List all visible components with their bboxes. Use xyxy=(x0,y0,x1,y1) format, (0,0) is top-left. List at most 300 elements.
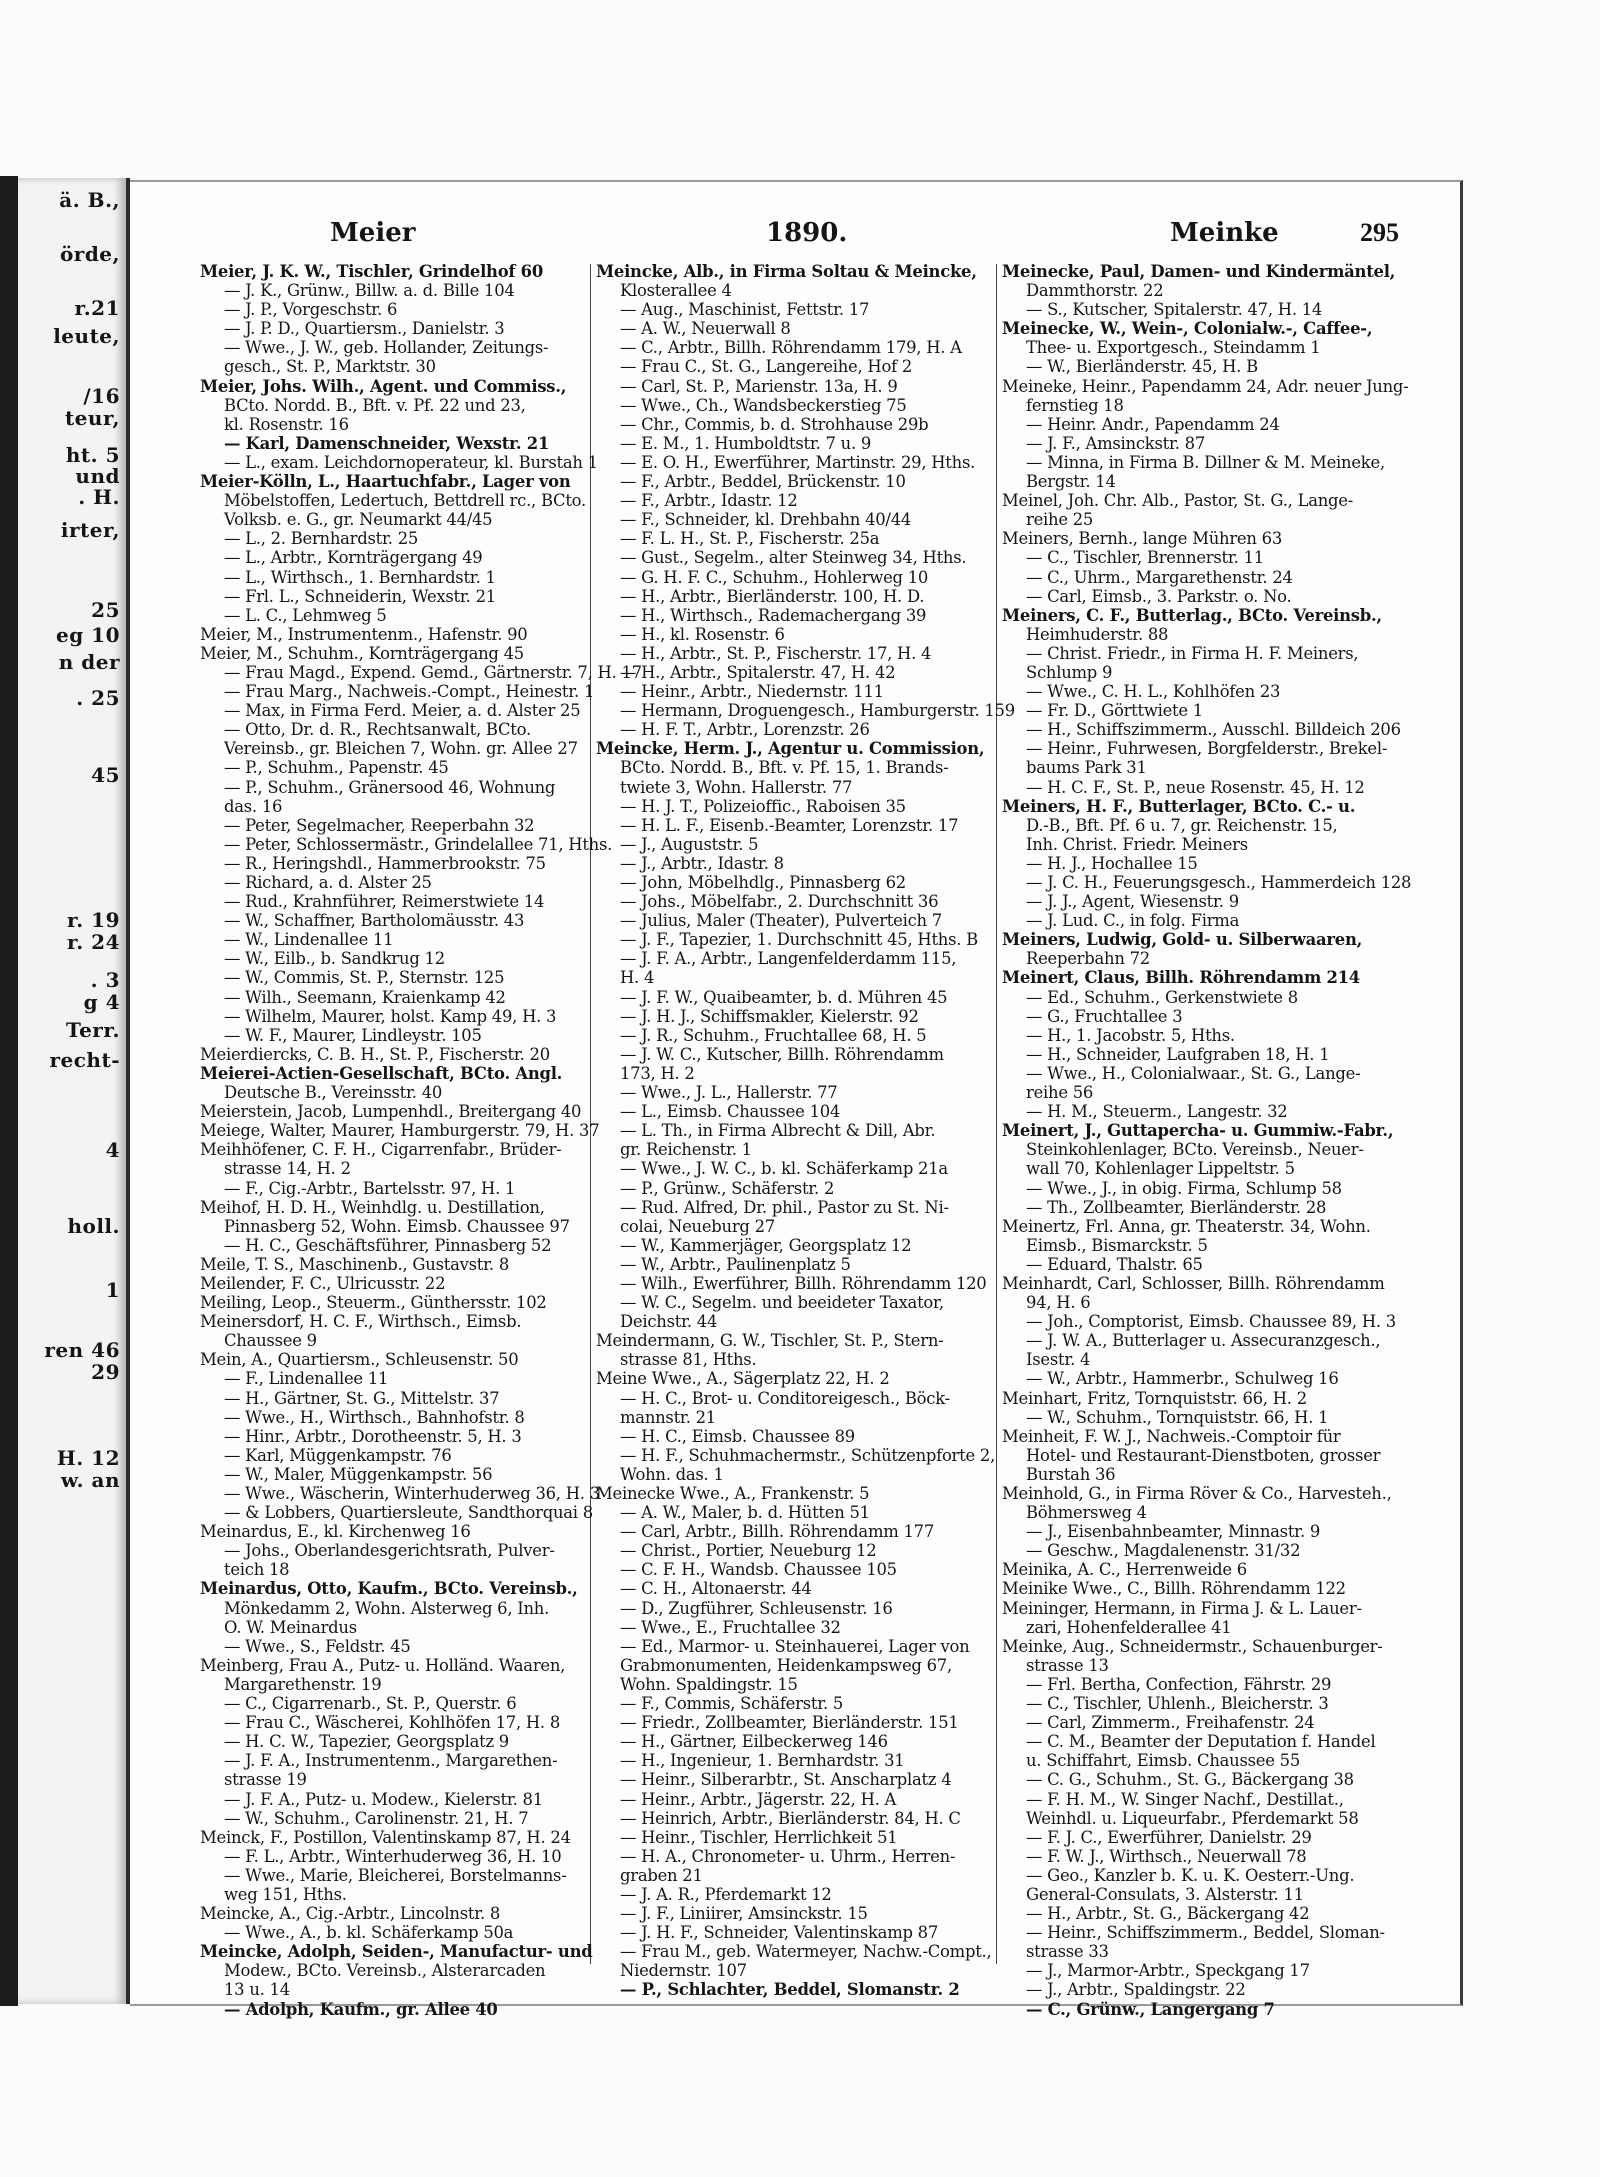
directory-entry: Eimsb., Bismarckstr. 5 xyxy=(1026,1235,1208,1255)
book-spine-shadow xyxy=(0,176,18,2006)
directory-page xyxy=(130,180,1463,2019)
directory-entry: Burstah 36 xyxy=(1026,1464,1116,1484)
directory-entry: — Peter, Segelmacher, Reeperbahn 32 xyxy=(224,815,535,835)
directory-entry: Meier, M., Instrumentenm., Hafenstr. 90 xyxy=(200,624,528,644)
directory-entry: strasse 81, Hths. xyxy=(620,1350,757,1370)
directory-entry: Meinhold, G., in Firma Röver & Co., Harvesteh., xyxy=(1002,1484,1392,1503)
directory-entry: — L., 2. Bernhardstr. 25 xyxy=(224,529,419,549)
directory-entry: — W., Bierländerstr. 45, H. B xyxy=(1026,357,1258,377)
directory-entry: — J. H. J., Schiffsmakler, Kielerstr. 92 xyxy=(620,1006,919,1026)
directory-entry: BCto. Nordd. B., Bft. v. Pf. 15, 1. Brands- xyxy=(620,758,949,778)
directory-entry: Meinke, Aug., Schneidermstr., Schauenburger- xyxy=(1002,1636,1383,1656)
directory-entry: Wohn. Spaldingstr. 15 xyxy=(620,1674,798,1694)
directory-entry: — A. W., Neuerwall 8 xyxy=(620,319,791,339)
left-page-text-fragment: recht- xyxy=(49,1048,120,1072)
directory-entry: teich 18 xyxy=(224,1560,290,1580)
directory-entry: — D., Zugführer, Schleusenstr. 16 xyxy=(620,1598,893,1618)
directory-entry: — F., Arbtr., Beddel, Brückenstr. 10 xyxy=(620,472,906,492)
directory-entry: — W., Kammerjäger, Georgsplatz 12 xyxy=(620,1235,912,1255)
directory-entry: — Gust., Segelm., alter Steinweg 34, Hths. xyxy=(620,548,967,568)
directory-entry: — C., Uhrm., Margarethenstr. 24 xyxy=(1026,567,1293,587)
directory-entry: — H. A., Chronometer- u. Uhrm., Herren- xyxy=(620,1846,956,1866)
left-page-text-fragment: 45 xyxy=(91,763,120,787)
directory-entry: — Hinr., Arbtr., Dorotheenstr. 5, H. 3 xyxy=(224,1426,522,1446)
directory-entry: zari, Hohenfelderallee 41 xyxy=(1026,1617,1232,1637)
directory-entry: — Wwe., J., in obig. Firma, Schlump 58 xyxy=(1026,1178,1342,1198)
directory-entry: — J. F., Amsinckstr. 87 xyxy=(1026,433,1206,453)
directory-entry: — J. F. A., Arbtr., Langenfelderdamm 115, xyxy=(620,949,957,969)
directory-entry: 173, H. 2 xyxy=(620,1063,695,1083)
directory-entry: — F. L., Arbtr., Winterhuderweg 36, H. 10 xyxy=(224,1846,562,1866)
directory-entry: Steinkohlenlager, BCto. Vereinsb., Neuer- xyxy=(1026,1140,1364,1160)
left-page-text-fragment: r. 19 xyxy=(67,908,120,932)
directory-entry: — W. F., Maurer, Lindleystr. 105 xyxy=(224,1025,482,1045)
directory-entry: H. 4 xyxy=(620,968,655,988)
directory-entry: Heimhuderstr. 88 xyxy=(1026,624,1169,644)
directory-entry: — Minna, in Firma B. Dillner & M. Meineke, xyxy=(1026,452,1385,472)
directory-entry: Meinecke, W., Wein-, Colonialw.-, Caffee-, xyxy=(1002,319,1373,339)
directory-entry: — J., Arbtr., Idastr. 8 xyxy=(620,853,784,873)
directory-entry: — Wwe., H., Wirthsch., Bahnhofstr. 8 xyxy=(224,1407,525,1427)
directory-entry: — Wwe., S., Feldstr. 45 xyxy=(224,1636,411,1656)
directory-entry: — Friedr., Zollbeamter, Bierländerstr. 151 xyxy=(620,1713,959,1733)
left-page-text-fragment: /16 xyxy=(83,384,120,408)
directory-entry: — Frau C., St. G., Langereihe, Hof 2 xyxy=(620,357,913,377)
directory-entry: — C. G., Schuhm., St. G., Bäckergang 38 xyxy=(1026,1770,1354,1790)
directory-entry: Böhmersweg 4 xyxy=(1026,1503,1147,1523)
directory-entry: — L. Th., in Firma Albrecht & Dill, Abr. xyxy=(620,1121,936,1141)
directory-entry: gr. Reichenstr. 1 xyxy=(620,1140,752,1160)
directory-entry: Mönkedamm 2, Wohn. Alsterweg 6, Inh. xyxy=(224,1598,550,1618)
directory-entry: — W., Arbtr., Paulinenplatz 5 xyxy=(620,1254,851,1274)
directory-entry: — Ed., Marmor- u. Steinhauerei, Lager von xyxy=(620,1636,970,1656)
directory-entry: — F., Cig.-Arbtr., Bartelsstr. 97, H. 1 xyxy=(224,1178,516,1198)
left-page-text-fragment: . 3 xyxy=(90,968,120,992)
directory-entry: — Geschw., Magdalenenstr. 31/32 xyxy=(1026,1541,1301,1561)
directory-entry: Isestr. 4 xyxy=(1026,1350,1091,1370)
directory-entry: BCto. Nordd. B., Bft. v. Pf. 22 und 23, xyxy=(224,395,526,415)
directory-entry: Meininger, Hermann, in Firma J. & L. Lauer- xyxy=(1002,1598,1362,1618)
directory-entry: — Frau M., geb. Watermeyer, Nachw.-Compt., xyxy=(620,1942,992,1962)
directory-entry: — Christ., Portier, Neueburg 12 xyxy=(620,1541,877,1561)
directory-entry: Meinck, F., Postillon, Valentinskamp 87, H. 24 xyxy=(200,1827,571,1847)
directory-entry: — Heinr., Schiffszimmerm., Beddel, Sloman- xyxy=(1026,1923,1385,1943)
directory-entry: strasse 33 xyxy=(1026,1942,1109,1962)
directory-entry: graben 21 xyxy=(620,1865,703,1885)
directory-entry: — Wwe., C. H. L., Kohlhöfen 23 xyxy=(1026,682,1281,702)
directory-entry: — F. W. J., Wirthsch., Neuerwall 78 xyxy=(1026,1846,1307,1866)
directory-entry: — Wilh., Ewerführer, Billh. Röhrendamm 120 xyxy=(620,1273,987,1293)
directory-entry: Schlump 9 xyxy=(1026,662,1113,682)
left-page-text-fragment: w. an xyxy=(60,1468,120,1492)
directory-entry: — Joh., Comptorist, Eimsb. Chaussee 89, H. 3 xyxy=(1026,1312,1396,1332)
left-page-text-fragment: 25 xyxy=(91,598,120,622)
directory-entry: u. Schiffahrt, Eimsb. Chaussee 55 xyxy=(1026,1751,1301,1771)
directory-entry: Meinika, A. C., Herrenweide 6 xyxy=(1002,1560,1247,1580)
directory-entry: — C. F. H., Wandsb. Chaussee 105 xyxy=(620,1560,897,1580)
directory-entry: — Heinr., Arbtr., Niedernstr. 111 xyxy=(620,682,884,702)
left-page-text-fragment: irter, xyxy=(60,518,120,542)
directory-entry: Hotel- und Restaurant-Dienstboten, grosser xyxy=(1026,1445,1381,1465)
directory-entry: General-Consulats, 3. Alsterstr. 11 xyxy=(1026,1884,1304,1904)
directory-entry: — H., kl. Rosenstr. 6 xyxy=(620,624,785,644)
directory-entry: — Ed., Schuhm., Gerkenstwiete 8 xyxy=(1026,987,1298,1007)
directory-entry: — H., Ingenieur, 1. Bernhardstr. 31 xyxy=(620,1751,905,1771)
directory-entry: — Carl, St. P., Marienstr. 13a, H. 9 xyxy=(620,376,898,396)
directory-entry: — H. C. F., St. P., neue Rosenstr. 45, H. 12 xyxy=(1026,777,1365,797)
directory-entry: Möbelstoffen, Ledertuch, Bettdrell rc., BCto. xyxy=(224,491,586,511)
directory-entry: Grabmonumenten, Heidenkampsweg 67, xyxy=(620,1655,952,1675)
directory-entry: — G., Fruchtallee 3 xyxy=(1026,1006,1183,1026)
directory-entry: Meilender, F. C., Ulricusstr. 22 xyxy=(200,1273,446,1293)
directory-entry: — P., Grünw., Schäferstr. 2 xyxy=(620,1178,835,1198)
directory-entry: — L., exam. Leichdornoperateur, kl. Burstah 1 xyxy=(224,452,598,472)
directory-entry: Modew., BCto. Vereinsb., Alsterarcaden xyxy=(224,1961,546,1981)
directory-entry: — L. C., Lehmweg 5 xyxy=(224,605,387,625)
directory-entry: Meinert, Claus, Billh. Röhrendamm 214 xyxy=(1002,968,1360,988)
directory-entry: Meile, T. S., Maschinenb., Gustavstr. 8 xyxy=(200,1254,509,1274)
directory-entry: — Carl, Eimsb., 3. Parkstr. o. No. xyxy=(1026,586,1292,606)
directory-entry: Meier, Johs. Wilh., Agent. und Commiss., xyxy=(200,376,567,396)
directory-entry: — Heinr., Tischler, Herrlichkeit 51 xyxy=(620,1827,898,1847)
left-page-text-fragment: und xyxy=(75,464,120,488)
page-header xyxy=(170,218,1430,258)
left-page-text-fragment: H. 12 xyxy=(56,1446,120,1470)
directory-entry: strasse 13 xyxy=(1026,1655,1109,1675)
directory-entry: — S., Kutscher, Spitalerstr. 47, H. 14 xyxy=(1026,300,1323,320)
directory-entry: — E. O. H., Ewerführer, Martinstr. 29, Hths. xyxy=(620,452,976,472)
directory-entry: O. W. Meinardus xyxy=(224,1617,357,1637)
directory-entry: — J. F., Liniirer, Amsinckstr. 15 xyxy=(620,1904,868,1924)
directory-entry: — Eduard, Thalstr. 65 xyxy=(1026,1254,1203,1274)
directory-entry: Meiners, C. F., Butterlag., BCto. Vereinsb., xyxy=(1002,605,1382,625)
directory-entry: — F., Lindenallee 11 xyxy=(224,1369,389,1389)
directory-entry: — H. L. F., Eisenb.-Beamter, Lorenzstr. 17 xyxy=(620,815,959,835)
directory-entry: — J. F. A., Instrumentenm., Margarethen- xyxy=(224,1751,558,1771)
directory-entry: — Wilhelm, Maurer, holst. Kamp 49, H. 3 xyxy=(224,1006,557,1026)
directory-entry: — J. W. C., Kutscher, Billh. Röhrendamm xyxy=(620,1044,944,1064)
directory-entry: — Wwe., J. L., Hallerstr. 77 xyxy=(620,1083,838,1103)
directory-entry: — J., Eisenbahnbeamter, Minnastr. 9 xyxy=(1026,1522,1321,1542)
directory-entry: Dammthorstr. 22 xyxy=(1026,281,1164,301)
directory-entry: Meier, J. K. W., Tischler, Grindelhof 60 xyxy=(200,262,543,281)
directory-entry: — H. C., Brot- u. Conditoreigesch., Böck- xyxy=(620,1388,950,1408)
directory-entry: Meinardus, E., kl. Kirchenweg 16 xyxy=(200,1522,471,1542)
directory-entry: — Wwe., A., b. kl. Schäferkamp 50a xyxy=(224,1923,514,1943)
directory-entry: — W., Lindenallee 11 xyxy=(224,930,394,950)
directory-entry: Margarethenstr. 19 xyxy=(224,1674,382,1694)
directory-entry: — J., Marmor-Arbtr., Speckgang 17 xyxy=(1026,1961,1310,1981)
directory-entry: — Wwe., Marie, Bleicherei, Borstelmanns- xyxy=(224,1865,567,1885)
directory-entry: — J. R., Schuhm., Fruchtallee 68, H. 5 xyxy=(620,1025,927,1045)
directory-entry: — H., Arbtr., Spitalerstr. 47, H. 42 xyxy=(620,662,896,682)
directory-entry: — L., Wirthsch., 1. Bernhardstr. 1 xyxy=(224,567,496,587)
left-page-text-fragment: leute, xyxy=(53,324,120,348)
directory-entry: Vereinsb., gr. Bleichen 7, Wohn. gr. Allee 27 xyxy=(224,739,578,759)
directory-entry: Meihof, H. D. H., Weinhdlg. u. Destillation, xyxy=(200,1197,545,1217)
directory-entry: Meinertz, Frl. Anna, gr. Theaterstr. 34, Wohn. xyxy=(1002,1216,1371,1236)
directory-entry: — Heinr., Silberarbtr., St. Anscharplatz 4 xyxy=(620,1770,952,1790)
directory-entry: Meier, M., Schuhm., Kornträgergang 45 xyxy=(200,643,524,663)
directory-entry: — C. M., Beamter der Deputation f. Handel xyxy=(1026,1732,1376,1752)
directory-entry: — Johs., Oberlandesgerichtsrath, Pulver- xyxy=(224,1541,555,1561)
directory-entry: — Chr., Commis, b. d. Strohhause 29b xyxy=(620,414,929,434)
directory-entry: 94, H. 6 xyxy=(1026,1293,1091,1313)
directory-entry: Thee- u. Exportgesch., Steindamm 1 xyxy=(1026,338,1321,358)
left-page-text-fragment: holl. xyxy=(67,1214,120,1238)
directory-entry: weg 151, Hths. xyxy=(224,1884,347,1904)
directory-entry: — C., Tischler, Uhlenh., Bleicherstr. 3 xyxy=(1026,1694,1329,1714)
left-page-text-fragment: . H. xyxy=(78,485,120,509)
directory-entry: Meier-Kölln, L., Haartuchfabr., Lager von xyxy=(200,472,571,492)
directory-entry: — Rud., Krahnführer, Reimerstwiete 14 xyxy=(224,892,545,912)
directory-entry: Meierdiercks, C. B. H., St. P., Fischerstr. 20 xyxy=(200,1044,550,1064)
directory-entry: kl. Rosenstr. 16 xyxy=(224,414,349,434)
directory-entry: — F. J. C., Ewerführer, Danielstr. 29 xyxy=(1026,1827,1312,1847)
directory-entry: — J. F. A., Putz- u. Modew., Kielerstr. 81 xyxy=(224,1789,543,1809)
directory-entry: — J. P., Vorgeschstr. 6 xyxy=(224,300,398,320)
directory-entry: — H., Schiffszimmerm., Ausschl. Billdeich 206 xyxy=(1026,720,1401,740)
directory-entry: — W., Maler, Müggenkampstr. 56 xyxy=(224,1464,493,1484)
directory-entry: Wohn. das. 1 xyxy=(620,1464,724,1484)
directory-entry: — W., Schaffner, Bartholomäusstr. 43 xyxy=(224,911,525,931)
directory-entry: Meinardus, Otto, Kaufm., BCto. Vereinsb., xyxy=(200,1579,578,1599)
directory-entry: — L., Eimsb. Chaussee 104 xyxy=(620,1102,841,1122)
directory-entry: — C., Grünw., Langergang 7 xyxy=(1026,1999,1275,2019)
directory-entry: — F., Arbtr., Idastr. 12 xyxy=(620,491,798,511)
directory-entry: — H. M., Steuerm., Langestr. 32 xyxy=(1026,1102,1288,1122)
directory-entry: — Karl, Müggenkampstr. 76 xyxy=(224,1445,452,1465)
directory-entry: Inh. Christ. Friedr. Meiners xyxy=(1026,834,1248,854)
directory-entry: — H., Schneider, Laufgraben 18, H. 1 xyxy=(1026,1044,1330,1064)
directory-entry: Niedernstr. 107 xyxy=(620,1961,747,1981)
left-page-text-fragment: 29 xyxy=(91,1360,120,1384)
left-page-text-fragment: ä. B., xyxy=(59,188,120,212)
left-page-text-fragment: ren 46 xyxy=(44,1338,120,1362)
directory-entry: Klosterallee 4 xyxy=(620,281,732,301)
directory-entry: — Frau Magd., Expend. Gemd., Gärtnerstr. 7, H. 17 xyxy=(224,662,642,682)
directory-entry: — Max, in Firma Ferd. Meier, a. d. Alster 25 xyxy=(224,701,581,721)
directory-entry: — P., Schuhm., Gränersood 46, Wohnung xyxy=(224,777,556,797)
directory-entry: — J. A. R., Pferdemarkt 12 xyxy=(620,1884,832,1904)
directory-entry: — C., Tischler, Brennerstr. 11 xyxy=(1026,548,1264,568)
left-page-fragment xyxy=(18,178,130,2004)
directory-entry: — Christ. Friedr., in Firma H. F. Meiners, xyxy=(1026,643,1359,663)
left-page-text-fragment: ht. 5 xyxy=(65,443,120,467)
directory-entry: Meierei-Actien-Gesellschaft, BCto. Angl. xyxy=(200,1063,563,1083)
directory-entry: — Peter, Schlossermästr., Grindelallee 71, Hths. xyxy=(224,834,613,854)
directory-entry: — Richard, a. d. Alster 25 xyxy=(224,873,432,892)
directory-entry: — Wwe., Wäscherin, Winterhuderweg 36, H. 3 xyxy=(224,1484,600,1503)
directory-entry: — H., Wirthsch., Rademachergang 39 xyxy=(620,605,927,625)
directory-entry: — H., Arbtr., St. G., Bäckergang 42 xyxy=(1026,1904,1310,1924)
left-page-text-fragment: örde, xyxy=(59,242,120,266)
directory-entry: — John, Möbelhdlg., Pinnasberg 62 xyxy=(620,873,906,892)
directory-entry: — Wwe., Ch., Wandsbeckerstieg 75 xyxy=(620,395,907,415)
directory-entry: — J. P. D., Quartiersm., Danielstr. 3 xyxy=(224,319,505,339)
directory-entry: — H. J., Hochallee 15 xyxy=(1026,853,1198,873)
directory-entry: — Heinr. Andr., Papendamm 24 xyxy=(1026,414,1280,434)
directory-entry: — Hermann, Droguengesch., Hamburgerstr. 159 xyxy=(620,701,1015,721)
directory-entry: Deichstr. 44 xyxy=(620,1312,718,1332)
directory-entry: Pinnasberg 52, Wohn. Eimsb. Chaussee 97 xyxy=(224,1216,570,1236)
directory-entry: — F., Commis, Schäferstr. 5 xyxy=(620,1694,844,1714)
directory-entry: — Wwe., E., Fruchtallee 32 xyxy=(620,1617,841,1637)
directory-entry: D.-B., Bft. Pf. 6 u. 7, gr. Reichenstr. 15, xyxy=(1026,815,1338,835)
left-page-text-fragment: g 4 xyxy=(83,990,120,1014)
directory-entry: Meinert, J., Guttapercha- u. Gummiw.-Fabr., xyxy=(1002,1121,1394,1141)
directory-entry: — C., Arbtr., Billh. Röhrendamm 179, H. A xyxy=(620,338,962,358)
directory-entry: — W. C., Segelm. und beeideter Taxator, xyxy=(620,1293,944,1313)
directory-entry: Reeperbahn 72 xyxy=(1026,949,1150,969)
directory-entry: Meiners, H. F., Butterlager, BCto. C.- u. xyxy=(1002,796,1356,816)
directory-entry: — Carl, Zimmerm., Freihafenstr. 24 xyxy=(1026,1713,1315,1733)
page-number: 295 xyxy=(1360,218,1399,247)
directory-entry: — Wilh., Seemann, Kraienkamp 42 xyxy=(224,987,506,1007)
directory-entry: Deutsche B., Vereinsstr. 40 xyxy=(224,1083,443,1103)
directory-entry: — Otto, Dr. d. R., Rechtsanwalt, BCto. xyxy=(224,720,531,740)
directory-entry: — J. J., Agent, Wiesenstr. 9 xyxy=(1026,892,1239,912)
left-catchword: Meier xyxy=(330,218,416,248)
directory-entry: — & Lobbers, Quartiersleute, Sandthorquai 8 xyxy=(224,1503,593,1523)
directory-entry: — F. L. H., St. P., Fischerstr. 25a xyxy=(620,529,880,549)
directory-entry: — W., Schuhm., Tornquiststr. 66, H. 1 xyxy=(1026,1407,1329,1427)
directory-entry: reihe 56 xyxy=(1026,1083,1094,1103)
directory-entry: — P., Schuhm., Papenstr. 45 xyxy=(224,758,449,778)
directory-entry: Meincke, A., Cig.-Arbtr., Lincolnstr. 8 xyxy=(200,1904,501,1924)
directory-entry: — Rud. Alfred, Dr. phil., Pastor zu St. Ni- xyxy=(620,1197,949,1217)
left-page-text-fragment: eg 10 xyxy=(55,623,120,647)
directory-entry: — Carl, Arbtr., Billh. Röhrendamm 177 xyxy=(620,1522,935,1542)
directory-entry: — Frl. Bertha, Confection, Fährstr. 29 xyxy=(1026,1674,1332,1694)
directory-entry: Weinhdl. u. Liqueurfabr., Pferdemarkt 58 xyxy=(1026,1808,1359,1828)
directory-entry: Chaussee 9 xyxy=(224,1331,317,1351)
directory-entry: Bergstr. 14 xyxy=(1026,472,1116,492)
directory-entry: mannstr. 21 xyxy=(620,1407,716,1427)
directory-entry: — A. W., Maler, b. d. Hütten 51 xyxy=(620,1503,870,1523)
directory-entry: Meinersdorf, H. C. F., Wirthsch., Eimsb. xyxy=(200,1312,522,1332)
directory-entry: — E. M., 1. Humboldtstr. 7 u. 9 xyxy=(620,433,872,453)
directory-entry: — Fr. D., Görttwiete 1 xyxy=(1026,701,1203,721)
directory-entry: — Aug., Maschinist, Fettstr. 17 xyxy=(620,300,870,320)
directory-entry: — R., Heringshdl., Hammerbrookstr. 75 xyxy=(224,853,546,873)
left-page-text-fragment: 1 xyxy=(105,1278,120,1302)
directory-entry: — Johs., Möbelfabr., 2. Durchschnitt 36 xyxy=(620,892,939,912)
directory-entry: das. 16 xyxy=(224,796,283,816)
directory-entry: — Frl. L., Schneiderin, Wexstr. 21 xyxy=(224,586,496,606)
left-page-text-fragment: Terr. xyxy=(65,1018,120,1042)
directory-entry: Meineke, Heinr., Papendamm 24, Adr. neuer Jung- xyxy=(1002,376,1409,396)
directory-entry: baums Park 31 xyxy=(1026,758,1147,778)
directory-entry: — J. W. A., Butterlager u. Assecuranzgesch., xyxy=(1026,1331,1381,1351)
directory-entry: gesch., St. P., Marktstr. 30 xyxy=(224,357,436,377)
directory-entry: Meinecke Wwe., A., Frankenstr. 5 xyxy=(596,1484,870,1503)
left-page-text-fragment: r. 24 xyxy=(67,930,120,954)
directory-entry: — Wwe., J. W. C., b. kl. Schäferkamp 21a xyxy=(620,1159,948,1179)
directory-entry: — W., Schuhm., Carolinenstr. 21, H. 7 xyxy=(224,1808,529,1828)
directory-entry: — H., Arbtr., Bierländerstr. 100, H. D. xyxy=(620,586,925,606)
directory-entry: Volksb. e. G., gr. Neumarkt 44/45 xyxy=(224,510,493,530)
directory-entry: — H., Gärtner, St. G., Mittelstr. 37 xyxy=(224,1388,500,1408)
directory-entry: Meincke, Alb., in Firma Soltau & Meincke, xyxy=(596,262,977,281)
directory-entry: Meiege, Walter, Maurer, Hamburgerstr. 79, H. 37 xyxy=(200,1121,600,1141)
directory-entry: Meincke, Adolph, Seiden-, Manufactur- und xyxy=(200,1942,593,1962)
directory-entry: — Frau C., Wäscherei, Kohlhöfen 17, H. 8 xyxy=(224,1713,561,1733)
directory-entry: — J. F. W., Quaibeamter, b. d. Mühren 45 xyxy=(620,987,948,1007)
left-page-text-fragment: r.21 xyxy=(74,296,120,320)
directory-entry: — J. Lud. C., in folg. Firma xyxy=(1026,911,1240,931)
directory-entry: — Julius, Maler (Theater), Pulverteich 7 xyxy=(620,911,942,931)
directory-entry: reihe 25 xyxy=(1026,510,1094,530)
directory-entry: — H. F., Schuhmachermstr., Schützenpforte 2, xyxy=(620,1445,996,1465)
directory-entry: Mein, A., Quartiersm., Schleusenstr. 50 xyxy=(200,1350,519,1370)
directory-entry: colai, Neueburg 27 xyxy=(620,1216,775,1236)
directory-entry: Meinheit, F. W. J., Nachweis.-Comptoir für xyxy=(1002,1426,1341,1446)
right-catchword: Meinke xyxy=(1170,218,1279,248)
directory-entry: Meinhardt, Carl, Schlosser, Billh. Röhrendamm xyxy=(1002,1273,1385,1293)
directory-entry: — F. H. M., W. Singer Nachf., Destillat., xyxy=(1026,1789,1344,1809)
directory-column-2 xyxy=(596,262,1015,2000)
directory-entry: — C., Cigarrenarb., St. P., Querstr. 6 xyxy=(224,1694,517,1714)
directory-entry: — Geo., Kanzler b. K. u. K. Oesterr.-Ung. xyxy=(1026,1865,1355,1885)
year-heading: 1890. xyxy=(766,218,848,248)
directory-entry: — Th., Zollbeamter, Bierländerstr. 28 xyxy=(1026,1197,1327,1217)
left-page-text-fragment: 4 xyxy=(105,1138,120,1162)
directory-entry: — C. H., Altonaerstr. 44 xyxy=(620,1579,812,1599)
directory-entry: — W., Eilb., b. Sandkrug 12 xyxy=(224,949,445,969)
directory-entry: — Heinr., Fuhrwesen, Borgfelderstr., Brekel- xyxy=(1026,739,1388,759)
directory-entry: — H. J. T., Polizeioffic., Raboisen 35 xyxy=(620,796,906,816)
directory-entry: Meierstein, Jacob, Lumpenhdl., Breitergang 40 xyxy=(200,1102,582,1122)
directory-entry: — W., Commis, St. P., Sternstr. 125 xyxy=(224,968,505,988)
directory-entry: — Frau Marg., Nachweis.-Compt., Heinestr. 1 xyxy=(224,682,595,702)
directory-entry: — H., 1. Jacobstr. 5, Hths. xyxy=(1026,1025,1235,1045)
directory-column-3 xyxy=(1002,262,1412,2019)
directory-entry: — J. C. H., Feuerungsgesch., Hammerdeich 128 xyxy=(1026,873,1412,892)
directory-entry: twiete 3, Wohn. Hallerstr. 77 xyxy=(620,777,853,797)
directory-entry: 13 u. 14 xyxy=(224,1980,290,2000)
directory-entry: Meiners, Ludwig, Gold- u. Silberwaaren, xyxy=(1002,930,1363,950)
directory-entry: — H. F. T., Arbtr., Lorenzstr. 26 xyxy=(620,720,870,740)
directory-entry: — Heinr., Arbtr., Jägerstr. 22, H. A xyxy=(620,1789,897,1809)
directory-entry: — G. H. F. C., Schuhm., Hohlerweg 10 xyxy=(620,567,929,587)
directory-entry: — H., Arbtr., St. P., Fischerstr. 17, H. 4 xyxy=(620,643,932,663)
directory-entry: Meiling, Leop., Steuerm., Günthersstr. 102 xyxy=(200,1293,547,1313)
directory-entry: fernstieg 18 xyxy=(1026,395,1124,415)
left-page-text-fragment: n der xyxy=(58,650,120,674)
directory-entry: — H. C., Geschäftsführer, Pinnasberg 52 xyxy=(224,1235,552,1255)
directory-entry: Meindermann, G. W., Tischler, St. P., Stern- xyxy=(596,1331,944,1351)
directory-entry: — J. H. F., Schneider, Valentinskamp 87 xyxy=(620,1923,939,1943)
directory-entry: — H., Gärtner, Eilbeckerweg 146 xyxy=(620,1732,888,1752)
directory-entry: wall 70, Kohlenlager Lippeltstr. 5 xyxy=(1026,1159,1295,1179)
directory-entry: Meinhart, Fritz, Tornquiststr. 66, H. 2 xyxy=(1002,1388,1307,1408)
directory-entry: — H. C., Eimsb. Chaussee 89 xyxy=(620,1426,855,1446)
directory-entry: — J. K., Grünw., Billw. a. d. Bille 104 xyxy=(224,281,515,301)
directory-entry: — H. C. W., Tapezier, Georgsplatz 9 xyxy=(224,1732,509,1752)
directory-entry: Meinike Wwe., C., Billh. Röhrendamm 122 xyxy=(1002,1579,1346,1599)
directory-entry: Meine Wwe., A., Sägerplatz 22, H. 2 xyxy=(596,1369,890,1389)
directory-entry: — J. F., Tapezier, 1. Durchschnitt 45, Hths. B xyxy=(620,930,978,950)
directory-entry: — Heinrich, Arbtr., Bierländerstr. 84, H. C xyxy=(620,1808,961,1828)
directory-entry: — W., Arbtr., Hammerbr., Schulweg 16 xyxy=(1026,1369,1339,1389)
directory-entry: — Karl, Damenschneider, Wexstr. 21 xyxy=(224,433,550,453)
directory-entry: — Wwe., J. W., geb. Hollander, Zeitungs- xyxy=(224,338,549,358)
directory-entry: — Adolph, Kaufm., gr. Allee 40 xyxy=(224,1999,498,2019)
directory-entry: Meiners, Bernh., lange Mühren 63 xyxy=(1002,529,1282,549)
left-page-text-fragment: . 25 xyxy=(76,686,120,710)
directory-entry: — J., Auguststr. 5 xyxy=(620,834,759,854)
